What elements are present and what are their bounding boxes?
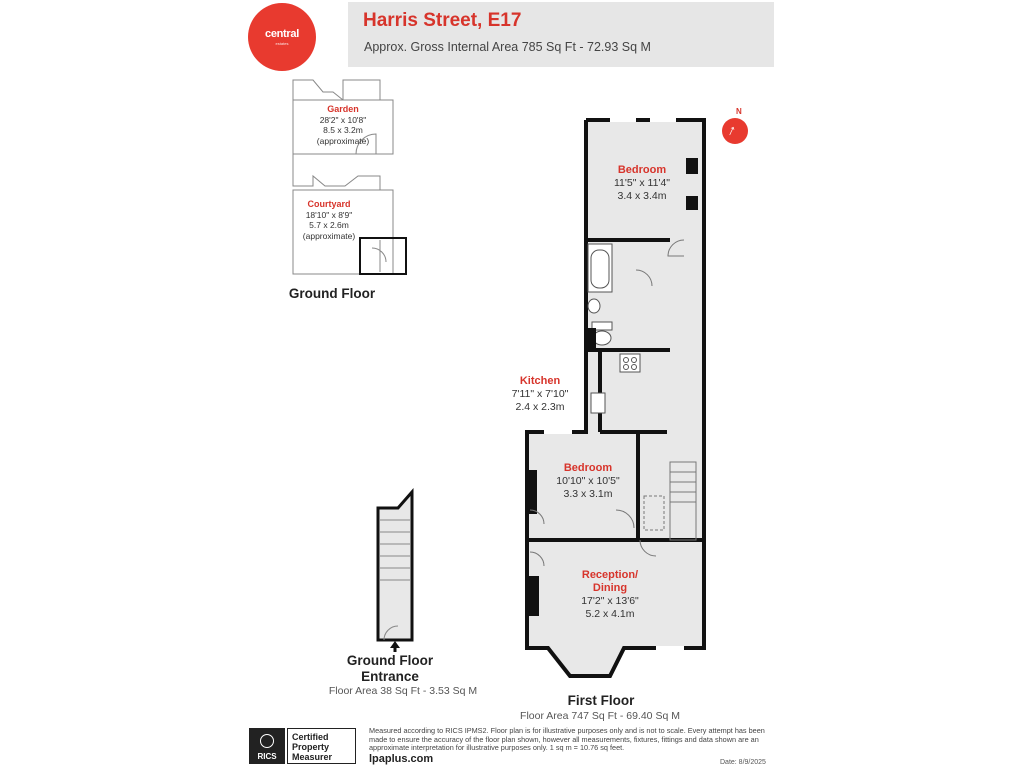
entrance-arrow-icon: [390, 641, 400, 652]
rics-certification-text: [287, 728, 356, 764]
north-compass-icon: [722, 107, 748, 144]
garden-top-outline: [293, 80, 343, 100]
courtyard-note: (approximate): [302, 230, 356, 241]
bedroom-1-imperial: 11'5" x 11'4": [613, 177, 671, 189]
room-label-courtyard: [282, 199, 376, 241]
first-floor-title: First Floor: [567, 693, 635, 708]
rics-line-3: Measurer: [292, 752, 333, 762]
bath: [588, 244, 612, 292]
courtyard-stairs: [360, 238, 406, 274]
courtyard-name: Courtyard: [307, 199, 351, 209]
plan-date: Date: 8/9/2025: [720, 759, 766, 766]
garden-imperial: 28'2" x 10'8": [319, 114, 367, 125]
rics-certified-badge: [249, 728, 356, 764]
room-label-bedroom-1: [596, 164, 688, 203]
bedroom-1-metric: 3.4 x 3.4m: [617, 190, 667, 202]
ground-floor-title: Ground Floor: [288, 286, 376, 301]
entrance-title: [334, 653, 446, 685]
garden-metric: 8.5 x 3.2m: [323, 125, 363, 135]
rics-logo: [249, 728, 285, 764]
logo-text: central: [265, 28, 299, 40]
reception-name-line1: Reception/: [581, 569, 639, 581]
north-arrow-icon: ↑: [724, 121, 739, 140]
rics-crest-icon: [260, 734, 274, 748]
disclaimer-text: Measured according to RICS IPMS2. Floor plan is for illustrative purposes only and is not to scale. Every attempt has been made to ensure the accuracy of the floor plan shown, however all measurements, fixtures, fittings and data shown are an approximate interpretation for illustrative purposes only. 1 sq m = 10.76 sq feet.: [369, 726, 765, 753]
page-title: Harris Street, E17: [363, 10, 522, 31]
kitchen-metric: 2.4 x 2.3m: [515, 401, 565, 413]
garden-name: Garden: [327, 104, 359, 114]
room-label-kitchen: [492, 375, 588, 414]
bedroom-1-name: Bedroom: [617, 164, 667, 176]
bedroom-2-metric: 3.3 x 3.1m: [563, 488, 613, 500]
room-label-reception: [562, 569, 658, 621]
website-link[interactable]: lpaplus.com: [369, 753, 434, 765]
rics-badge-text: RICS: [257, 752, 277, 761]
courtyard-top-outline: [293, 154, 380, 190]
entrance-title-line1: Ground Floor: [346, 653, 434, 668]
room-label-bedroom-2: [540, 462, 636, 501]
garden-top-right: [343, 80, 380, 100]
reception-name-line2: Dining: [592, 582, 628, 594]
rics-line-1: Certified: [292, 732, 329, 742]
north-label: N: [736, 107, 742, 116]
room-label-garden: [296, 104, 390, 146]
reception-imperial: 17'2" x 13'6": [581, 595, 639, 607]
bedroom-2-name: Bedroom: [563, 462, 613, 474]
courtyard-metric: 5.7 x 2.6m: [309, 220, 349, 230]
courtyard-imperial: 18'10" x 8'9": [305, 209, 353, 220]
kitchen-imperial: 7'11" x 7'10": [511, 388, 569, 400]
logo-subtext: estates: [275, 41, 289, 46]
first-floor-area-text: Floor Area 747 Sq Ft - 69.40 Sq M: [520, 710, 680, 722]
reception-metric: 5.2 x 4.1m: [585, 608, 635, 620]
entrance-stair: [378, 492, 412, 640]
garden-note: (approximate): [316, 135, 370, 146]
entrance-title-line2: Entrance: [361, 669, 419, 684]
entrance-floor-area: Floor Area 38 Sq Ft - 3.53 Sq M: [328, 685, 478, 697]
gross-area-subtitle: Approx. Gross Internal Area 785 Sq Ft - 72.93 Sq M: [364, 40, 651, 54]
rics-line-2: Property: [292, 742, 330, 752]
bedroom-2-imperial: 10'10" x 10'5": [556, 475, 620, 487]
kitchen-name: Kitchen: [519, 375, 561, 387]
